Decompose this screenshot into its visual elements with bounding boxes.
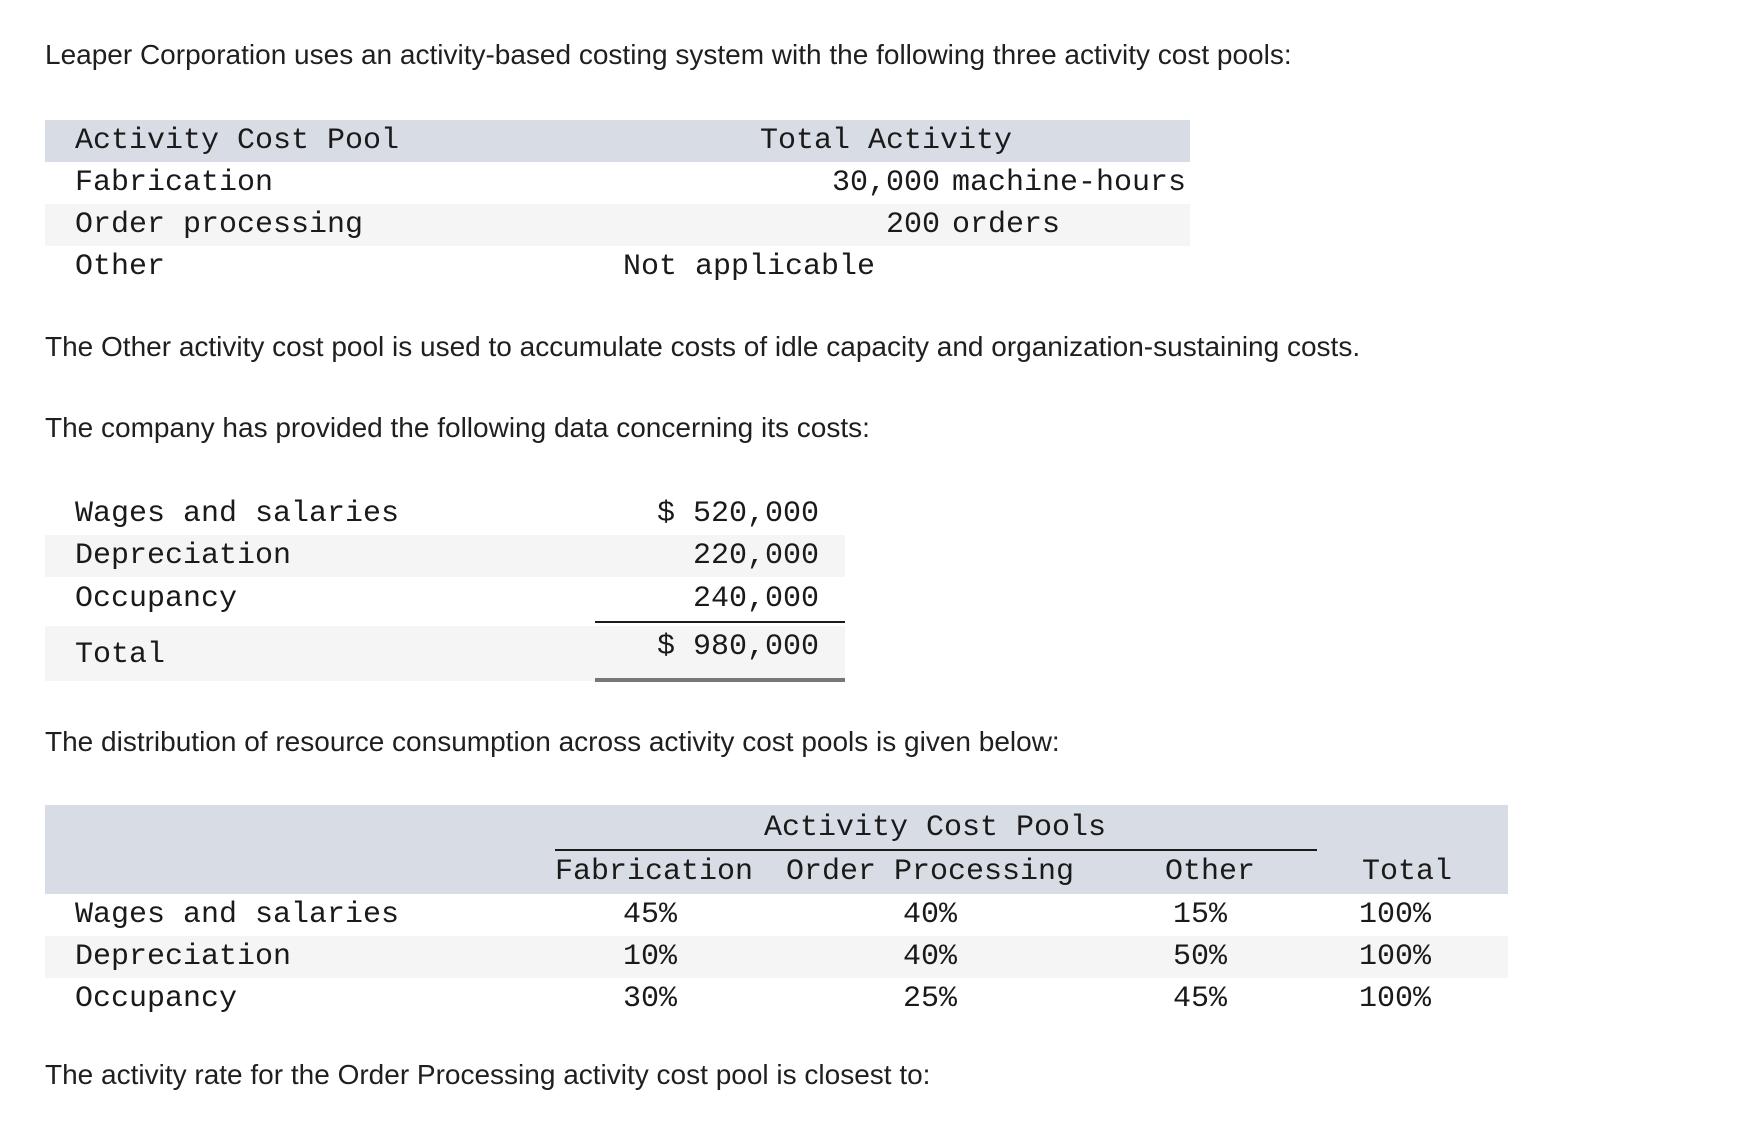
fabrication-pct: 10% [622, 940, 677, 974]
total-pct: 100% [1358, 982, 1431, 1016]
cost-amount: 240,000 [692, 582, 819, 616]
resource-label: Occupancy [75, 982, 238, 1016]
table-row [45, 535, 845, 577]
question-text: The activity rate for the Order Processing activity cost pool is closest to: [45, 1059, 931, 1090]
fabrication-pct: 30% [622, 982, 677, 1016]
resource-label: Depreciation [75, 940, 292, 974]
order-processing-pct: 25% [902, 982, 957, 1016]
table-row [45, 936, 1508, 978]
distribution-intro-text: The distribution of resource consumption across activity cost pools is given below: [45, 726, 1060, 757]
pool-name: Fabrication [75, 166, 274, 200]
cost-label: Occupancy [75, 582, 238, 616]
order-processing-pct: 40% [902, 898, 957, 932]
fabrication-pct: 45% [622, 898, 677, 932]
table-header-row [45, 120, 1190, 162]
total-pct: 100% [1358, 940, 1431, 974]
column-header-total-activity: Total Activity [760, 124, 1013, 158]
activity-unit: orders [952, 208, 1061, 242]
table-row [45, 246, 1190, 288]
column-header-total: Total [1362, 855, 1453, 889]
table-row [45, 578, 845, 620]
cost-label: Depreciation [75, 539, 292, 573]
other-pool-note: The Other activity cost pool is used to accumulate costs of idle capacity and organization-sustaining costs. [45, 331, 1361, 362]
other-pct: 45% [1172, 982, 1227, 1016]
cost-label: Wages and salaries [75, 497, 400, 531]
table-row [45, 162, 1190, 204]
pool-name: Other [75, 250, 166, 284]
column-header-fabrication: Fabrication [555, 855, 754, 889]
column-header-order-processing: Order Processing [786, 855, 1075, 889]
group-header-rule [555, 849, 1317, 851]
costs-intro-text: The company has provided the following data concerning its costs: [45, 412, 870, 443]
activity-quantity: 200 [885, 208, 940, 242]
table-row [45, 204, 1190, 246]
subtotal-rule [595, 621, 845, 623]
other-pct: 15% [1172, 898, 1227, 932]
intro-text: Leaper Corporation uses an activity-based costing system with the following three activity cost pools: [45, 39, 1292, 70]
resource-label: Wages and salaries [75, 898, 400, 932]
column-header-other: Other [1165, 855, 1256, 889]
table-row [45, 894, 1508, 936]
total-pct: 100% [1358, 898, 1431, 932]
order-processing-pct: 40% [902, 940, 957, 974]
total-label: Total [75, 638, 166, 672]
column-header-pool: Activity Cost Pool [75, 124, 400, 158]
group-header: Activity Cost Pools [763, 811, 1107, 845]
table-header-block [45, 805, 1508, 894]
activity-unit: machine-hours [952, 166, 1187, 200]
table-row [45, 493, 845, 535]
total-amount: $ 980,000 [656, 630, 819, 664]
other-pct: 50% [1172, 940, 1227, 974]
total-row [45, 626, 845, 681]
cost-amount: $ 520,000 [656, 497, 819, 531]
activity-unit: Not applicable [623, 250, 876, 284]
table-row [45, 978, 1508, 1020]
activity-quantity: 30,000 [831, 166, 940, 200]
pool-name: Order processing [75, 208, 364, 242]
total-double-rule [595, 678, 845, 682]
cost-amount: 220,000 [692, 539, 819, 573]
